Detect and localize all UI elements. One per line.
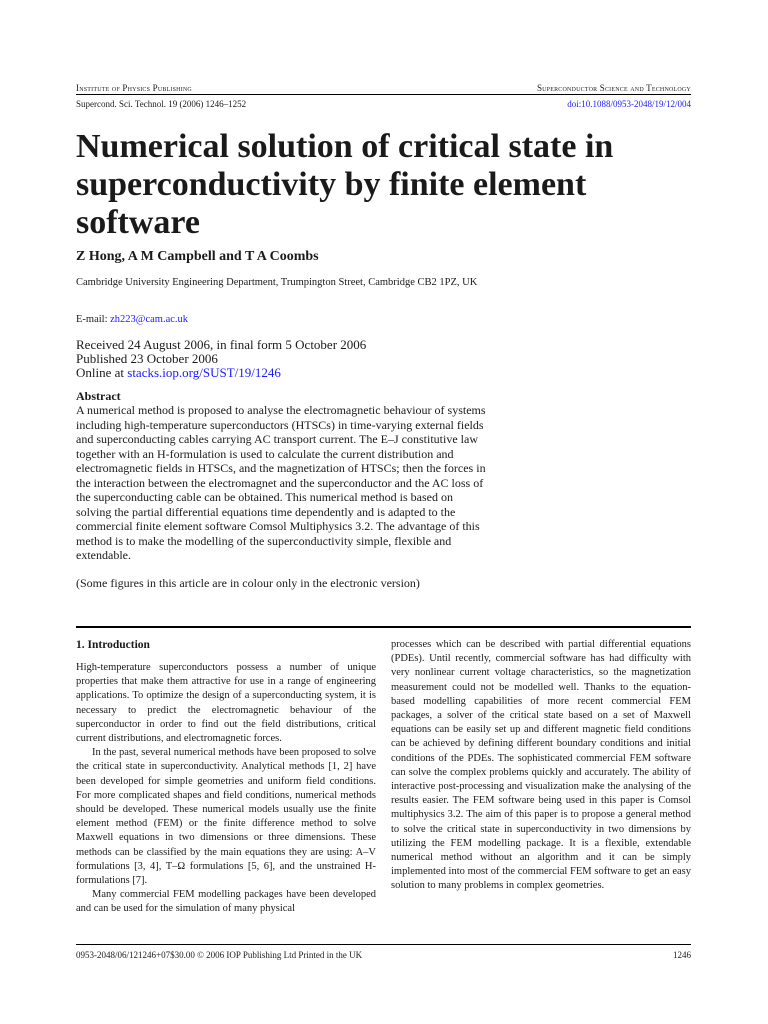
email-label: E-mail: — [76, 314, 111, 325]
right-column — [391, 638, 691, 894]
paper-title: Numerical solution of critical state in superconductivity by finite element software — [76, 128, 614, 241]
paragraph: processes which can be described with partial differential equations (PDEs). Until recently, commercial software has had difficulty with very nonlinear current voltage characteristics, so the magnetization measurement could not be modelled well. Thanks to the equation-based modelling capabilities of more recent commercial FEM packages, a solver of the critical state based on a set of Maxwell equations can be easily set up and different magnetic field conditions can be achieved by defining different boundary conditions and initial conditions of the PDEs. The sophisticated commercial FEM software can solve the complex problems quickly and accurately. The ability of interactive post-processing and visualization make the analysing of the results easier. The FEM software being used in this paper is Comsol multiphysics 3.2. The aim of this paper is to propose a general method to solve the critical state in superconductivity in two dimensions by utilizing the FEM modelling package. It is a flexible, extendable numerical method without an algorithm and it can be simply implemented into most of the commercial FEM software to get an easy solution to many problems in complex geometries. — [391, 639, 691, 892]
online-line — [76, 365, 281, 380]
paragraph: Many commercial FEM modelling packages have been developed and can be used for the simulation of many physical — [76, 889, 376, 915]
email-line — [76, 313, 496, 327]
online-label: Online at — [76, 365, 128, 380]
paragraph: High-temperature superconductors possess a number of unique properties that make them attractive for use in a range of engineering applications. To optimize the design of a superconducting system, it is necessary to predict the electromagnetic behaviour of the superconductor in order to find out the field distributions, critical current distributions, and electromagnetic forces. — [76, 662, 376, 745]
online-url-link[interactable]: stacks.iop.org/SUST/19/1246 — [127, 365, 281, 380]
section-rule — [76, 626, 691, 628]
doi-link[interactable]: doi:10.1088/0953-2048/19/12/004 — [567, 99, 691, 109]
affiliation: Cambridge University Engineering Department, Trumpington Street, Cambridge CB2 1PZ, UK — [76, 277, 478, 288]
abstract-text: A numerical method is proposed to analyse the electromagnetic behaviour of systems including high-temperature superconductors (HTSCs) in time-varying external fields and superconducting cables carrying AC transport current. The E–J constitutive law together with an H-formulation is used to calculate the current distribution and electromagnetic fields in HTSCs, and the magnetization of HTSCs; then the forces in the interaction between the electromagnet and the superconductor and the AC loss of the superconducting cable can be obtained. This numerical method is based on solving the partial differential equations time dependently and is adapted to the commercial finite element software Comsol Multiphysics 3.2. The advantage of this method is to make the modelling of the superconductivity simple, flexible and extendable. — [76, 403, 486, 562]
footer-code: 0953-2048/06/121246+07$30.00 © 2006 IOP Publishing Ltd Printed in the UK — [76, 950, 363, 960]
published-date: Published 23 October 2006 — [76, 351, 218, 366]
publisher-label: Institute of Physics Publishing — [76, 83, 192, 93]
citation: Supercond. Sci. Technol. 19 (2006) 1246–1252 — [76, 99, 247, 109]
abstract-heading: Abstract — [76, 389, 121, 403]
email-link[interactable]: zh223@cam.ac.uk — [110, 314, 189, 325]
authors: Z Hong, A M Campbell and T A Coombs — [76, 249, 319, 264]
paragraph: In the past, several numerical methods have been proposed to solve the critical state in superconductivity. Analytical methods [1, 2] have been developed for simple geometries and uniform field conditions. For more complicated shapes and field conditions, numerical methods should be developed. These numerical models usually use the finite element method (FEM) or the finite difference method to solve Maxwell equations in two dimensions or three dimensions. These methods can be classified by the main equations they are using: A–V formulations [3, 4], T–Ω formulations [5, 6], and the unstrained H-formulations [7]. — [76, 747, 376, 887]
colour-note: (Some figures in this article are in colour only in the electronic version) — [76, 576, 420, 590]
header-rule — [76, 94, 691, 95]
left-column — [76, 661, 376, 917]
received-date: Received 24 August 2006, in final form 5 October 2006 — [76, 337, 367, 352]
section-heading-introduction: 1. Introduction — [76, 639, 150, 651]
page-number: 1246 — [673, 950, 691, 960]
journal-name: Superconductor Science and Technology — [536, 83, 691, 93]
footer-rule — [76, 944, 691, 945]
